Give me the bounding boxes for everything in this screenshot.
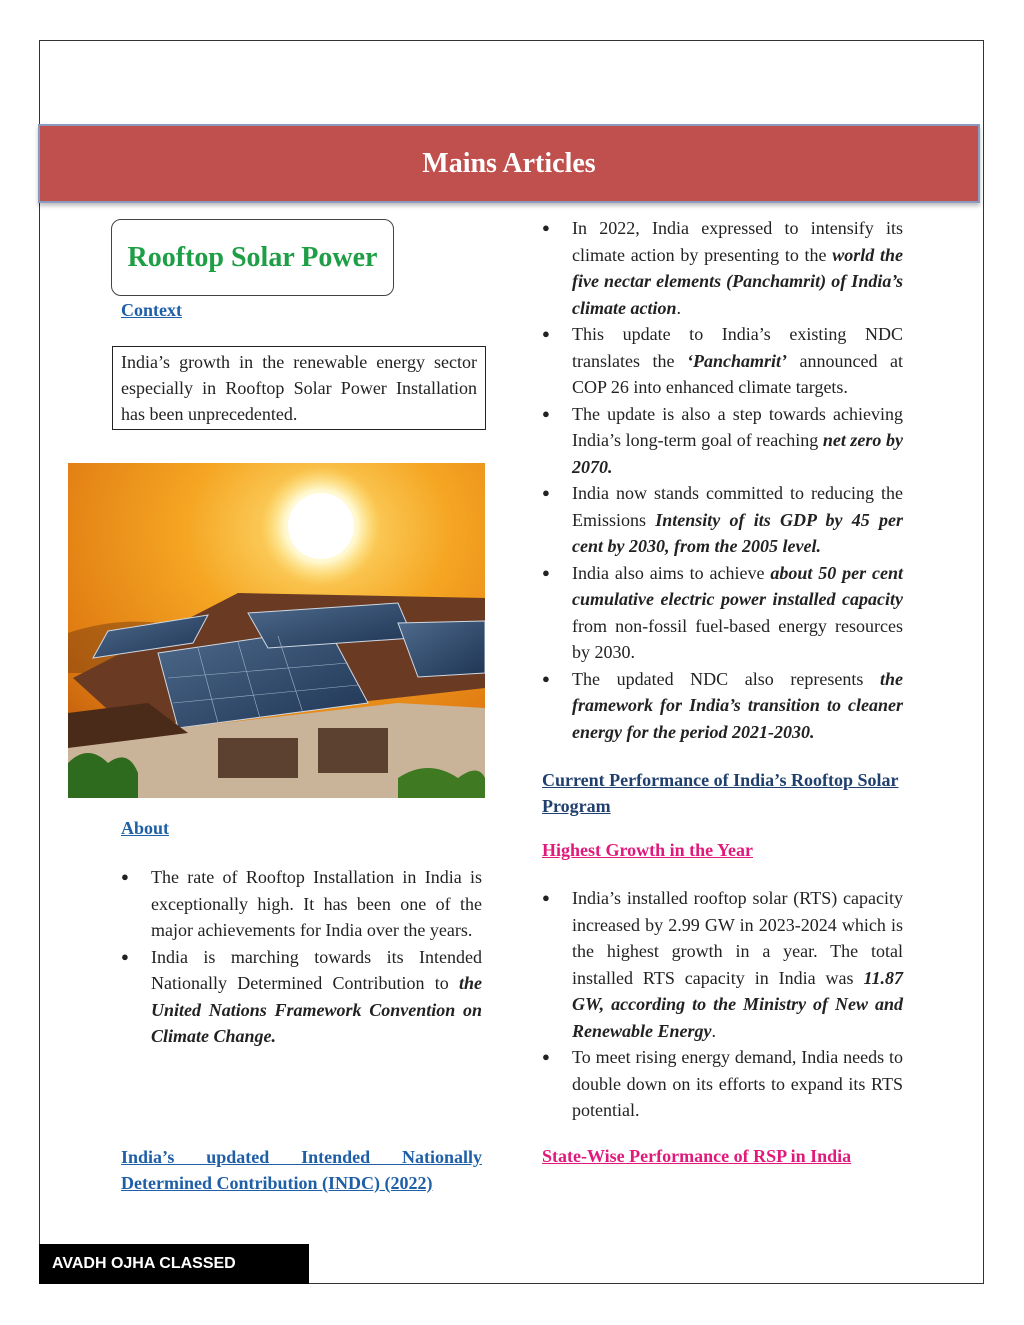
bullet-text: The updated NDC also represents	[572, 668, 880, 689]
state-wise-heading[interactable]: State-Wise Performance of RSP in India	[542, 1146, 852, 1166]
bullet-emphasis: 11.87 GW, according to the Ministry of New and Renewable Energy	[572, 967, 903, 1041]
list-item	[542, 560, 903, 666]
list-item	[121, 864, 482, 944]
bullet-text: The update is also a step towards achieving India’s long-term goal of reaching	[572, 403, 903, 450]
list-item	[542, 885, 903, 1044]
list-item	[542, 321, 903, 401]
bullet-text: India also aims to achieve	[572, 562, 771, 583]
about-heading[interactable]: About	[121, 818, 170, 838]
topic-title-box	[111, 219, 394, 296]
bullet-text: announced at COP 26 into enhanced climate targets.	[572, 350, 903, 397]
list-item	[542, 215, 903, 321]
topic-title: Rooftop Solar Power	[127, 241, 378, 273]
bullet-emphasis: the United Nations Framework Convention on Climate Change.	[151, 973, 482, 1046]
section-banner	[38, 124, 980, 203]
bullet-text: To meet rising energy demand, India needs to double down on its efforts to expand its RTS potential.	[572, 1047, 903, 1120]
bullet-emphasis: ‘Panchamrit’	[687, 350, 788, 371]
growth-list	[542, 885, 903, 1124]
rooftop-solar-image	[68, 463, 485, 798]
footer-label: AVADH OJHA CLASSED	[39, 1244, 309, 1284]
indc-list	[542, 215, 903, 745]
bullet-text: India’s installed rooftop solar (RTS) capacity increased by 2.99 GW in 2023-2024 which is the highest growth in a year. The total installed RTS capacity in India was	[572, 888, 903, 988]
current-performance-heading[interactable]: Current Performance of India’s Rooftop Solar Program	[542, 770, 899, 816]
bullet-emphasis: about 50 per cent cumulative electric power installed capacity	[572, 562, 904, 609]
bullet-text: This update to India’s existing NDC translates the	[572, 324, 903, 371]
about-list	[121, 864, 482, 1050]
list-item	[542, 401, 903, 481]
list-item	[542, 480, 903, 560]
bullet-text: from non-fossil fuel-based energy resources by 2030.	[572, 615, 903, 662]
bullet-text: India is marching towards its Intended Nationally Determined Contribution to	[151, 946, 482, 993]
highest-growth-heading[interactable]: Highest Growth in the Year	[542, 840, 753, 860]
banner-title: Mains Articles	[422, 147, 596, 179]
bullet-text: The rate of Rooftop Installation in India is exceptionally high. It has been one of the major achievements for India over the years.	[151, 867, 482, 940]
list-item	[542, 666, 903, 746]
list-item	[542, 1044, 903, 1124]
bullet-emphasis: net zero by 2070.	[572, 430, 903, 477]
bullet-emphasis: Intensity of its GDP by 45 per cent by 2030, from the 2005 level.	[572, 509, 903, 556]
list-item	[121, 944, 482, 1050]
context-box: India’s growth in the renewable energy sector especially in Rooftop Solar Power Installation has been unprecedented.	[112, 346, 486, 430]
bullet-text: In 2022, India expressed to intensify its climate action by presenting to the	[572, 218, 903, 265]
bullet-emphasis: the framework for India’s transition to cleaner energy for the period 2021-2030.	[572, 668, 903, 742]
bullet-text: India now stands committed to reducing the Emissions	[572, 483, 903, 530]
bullet-text: .	[676, 297, 681, 318]
context-heading[interactable]: Context	[121, 300, 182, 320]
bullet-text: .	[711, 1020, 716, 1041]
bullet-emphasis: world the five nectar elements (Panchamrit) of India’s climate action	[572, 244, 903, 318]
indc-heading[interactable]: India’s updated Intended Nationally Determined Contribution (INDC) (2022)	[121, 1147, 482, 1193]
